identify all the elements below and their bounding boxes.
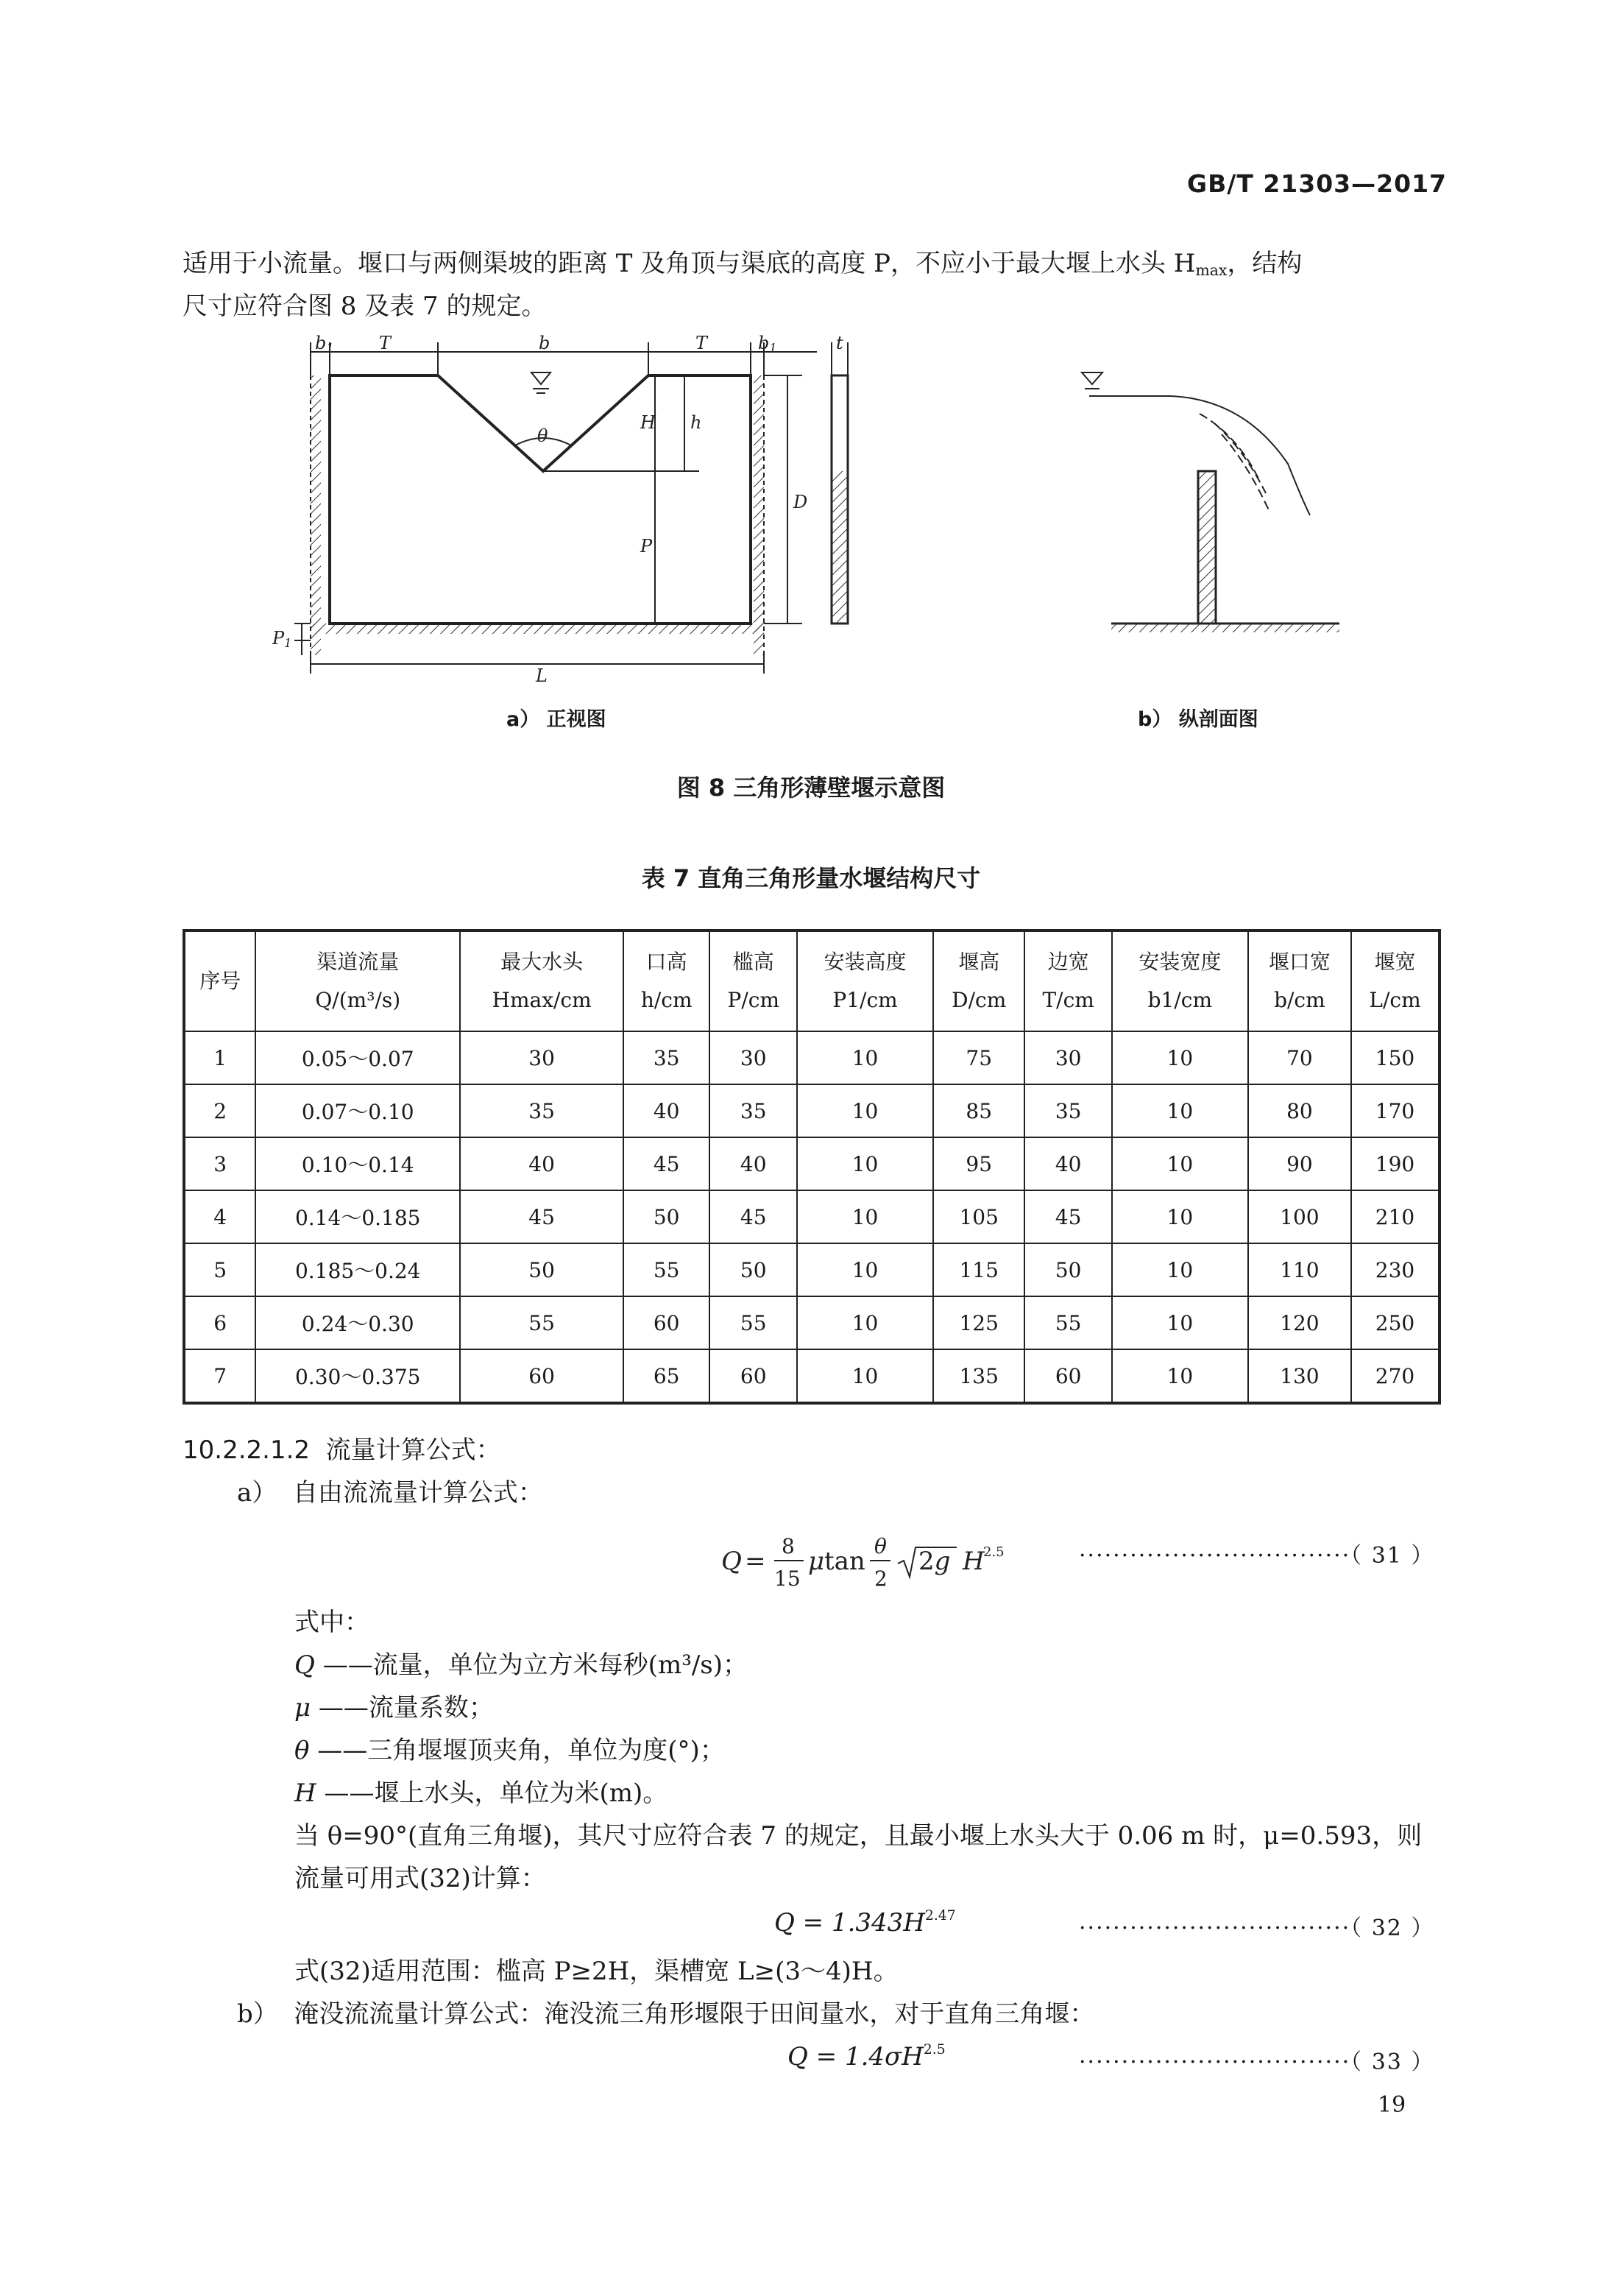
table-cell: 105 [933,1190,1024,1243]
note-line-2: 流量可用式(32)计算： [294,1864,546,1893]
table-cell: 10 [797,1031,933,1084]
table-cell: 10 [797,1084,933,1137]
item-b: b） 淹没流流量计算公式：淹没流三角形堰限于田间量水，对于直角三角堰： [237,1999,1095,2029]
table-cell: 210 [1351,1190,1439,1243]
figure-caption: 图 8 三角形薄壁堰示意图 [676,774,946,802]
table-cell: 6 [184,1296,255,1349]
table-cell: 40 [1024,1137,1111,1190]
weir-diagram [243,331,1347,743]
table-cell: 55 [1024,1296,1111,1349]
table-cell: 55 [623,1243,709,1296]
table-cell: 70 [1248,1031,1351,1084]
svg-text:2: 2 [874,1566,888,1591]
equation-33-number: ································（ 33 ） [1079,2049,1435,2075]
svg-text:15: 15 [774,1566,801,1591]
table-cell: 100 [1248,1190,1351,1243]
channel-bottom-hatch [311,624,764,634]
table-cell: 10 [1112,1349,1248,1403]
table-cell: 150 [1351,1031,1439,1084]
table-cell: 0.14～0.185 [255,1190,460,1243]
col-header: 渠道流量 Q/(m³/s) [255,930,460,1031]
page-number: 19 [1378,2092,1406,2118]
weir-plate [330,375,751,624]
table-header-row [184,930,1439,1031]
table-cell: 35 [623,1031,709,1084]
table-cell: 45 [460,1190,623,1243]
svg-text:2.5: 2.5 [983,1544,1005,1560]
table-cell: 55 [460,1296,623,1349]
table-cell: 1 [184,1031,255,1084]
table-cell: 50 [1024,1243,1111,1296]
label-b1-right: b1 [758,333,777,355]
col-header: 堰宽 L/cm [1351,930,1439,1031]
table-cell: 65 [623,1349,709,1403]
table-cell: 10 [797,1137,933,1190]
table-cell: 0.24～0.30 [255,1296,460,1349]
table-row [184,1137,1439,1190]
col-header: 口高 h/cm [623,930,709,1031]
equation-32: $Q = 1.343H^{2.47}$ [774,1908,956,1938]
table-cell: 125 [933,1296,1024,1349]
dimensions-table [183,929,1441,1405]
col-header: 槛高 P/cm [709,930,797,1031]
label-b1: b1 [315,333,334,355]
standard-number: GB/T 21303—2017 [1187,169,1447,198]
label-T-left: T [379,333,392,353]
equation-32-number: ································（ 32 ） [1079,1915,1435,1941]
table-cell: 2 [184,1084,255,1137]
col-header: 堰口宽 b/cm [1248,930,1351,1031]
longitudinal-section [1082,372,1339,632]
label-T-right: T [695,333,708,353]
table-row [184,1243,1439,1296]
equation-31-formula [721,1525,1030,1599]
table-cell: 0.07～0.10 [255,1084,460,1137]
table-cell: 0.05～0.07 [255,1031,460,1084]
table-cell: 10 [797,1296,933,1349]
svg-text:=: = [745,1547,766,1576]
where-label: 式中： [294,1608,369,1637]
table-cell: 30 [460,1031,623,1084]
table-cell: 10 [797,1349,933,1403]
table-cell: 10 [1112,1084,1248,1137]
table-cell: 90 [1248,1137,1351,1190]
table-cell: 3 [184,1137,255,1190]
table-cell: 55 [709,1296,797,1349]
equation-31 [721,1525,1030,1606]
table-cell: 40 [623,1084,709,1137]
table-cell: 130 [1248,1349,1351,1403]
table-cell: 80 [1248,1084,1351,1137]
def-H: H ——堰上水头，单位为米(m)。 [294,1778,668,1808]
label-L: L [536,665,548,686]
table-cell: 170 [1351,1084,1439,1137]
svg-text:Q: Q [721,1547,742,1576]
table-cell: 60 [1024,1349,1111,1403]
svg-text:μ: μ [808,1547,825,1576]
table-cell: 5 [184,1243,255,1296]
water-level-icon-b [1082,372,1102,384]
table-cell: 30 [1024,1031,1111,1084]
label-h: h [690,412,702,433]
label-P: P [640,536,653,557]
label-t: t [836,333,843,353]
svg-text:8: 8 [782,1534,795,1558]
table-cell: 35 [460,1084,623,1137]
equation-31-number: ································（ 31 ） [1079,1543,1435,1569]
table-row [184,1349,1439,1403]
table-cell: 0.10～0.14 [255,1137,460,1190]
table-row [184,1190,1439,1243]
table-row [184,1296,1439,1349]
def-theta: θ ——三角堰堰顶夹角，单位为度(°)； [294,1736,725,1765]
table-cell: 50 [623,1190,709,1243]
table-cell: 4 [184,1190,255,1243]
table-cell: 270 [1351,1349,1439,1403]
section-heading: 10.2.2.1.2 流量计算公式： [183,1435,501,1465]
equation-33: $Q = 1.4\sigma H^{2.5}$ [787,2042,946,2071]
range-note: 式(32)适用范围：槛高 P≥2H，渠槽宽 L≥(3～4)H。 [294,1957,899,1986]
table-cell: 60 [623,1296,709,1349]
table-cell: 10 [1112,1243,1248,1296]
col-header: 边宽 T/cm [1024,930,1111,1031]
table-cell: 60 [460,1349,623,1403]
water-level-icon [531,372,550,384]
table-cell: 30 [709,1031,797,1084]
table-cell: 50 [709,1243,797,1296]
intro-line-1: 适用于小流量。堰口与两侧渠坡的距离 T 及角顶与渠底的高度 P，不应小于最大堰上水头 $H_{max}$，结构 [183,249,1303,280]
table-cell: 110 [1248,1243,1351,1296]
col-header: 最大水头 Hmax/cm [460,930,623,1031]
svg-text:θ: θ [874,1534,887,1558]
col-header: 安装宽度 b1/cm [1112,930,1248,1031]
table-cell: 60 [709,1349,797,1403]
right-wall-hatch [754,375,764,655]
col-header: 堰高 D/cm [933,930,1024,1031]
label-b: b [539,333,550,353]
table-cell: 230 [1351,1243,1439,1296]
svg-text:H: H [963,1547,985,1576]
table-cell: 10 [797,1190,933,1243]
label-theta: θ [537,425,548,446]
svg-text:2g: 2g [918,1547,951,1576]
table-cell: 10 [797,1243,933,1296]
table-cell: 7 [184,1349,255,1403]
table-cell: 190 [1351,1137,1439,1190]
table-cell: 35 [709,1084,797,1137]
table-cell: 40 [460,1137,623,1190]
note-line-1: 当 θ=90°(直角三角堰)，其尺寸应符合表 7 的规定，且最小堰上水头大于 0.06 m 时，μ=0.593，则 [294,1821,1423,1851]
table-cell: 0.185～0.24 [255,1243,460,1296]
left-wall-hatch [311,375,321,655]
label-D: D [793,492,808,512]
table-row [184,1084,1439,1137]
table-cell: 120 [1248,1296,1351,1349]
table-title: 表 7 直角三角形量水堰结构尺寸 [641,864,981,892]
table-cell: 35 [1024,1084,1111,1137]
table-cell: 10 [1112,1190,1248,1243]
intro-line-2: 尺寸应符合图 8 及表 7 的规定。 [183,292,547,321]
table-cell: 85 [933,1084,1024,1137]
table-cell: 45 [623,1137,709,1190]
table-cell: 50 [460,1243,623,1296]
table-cell: 0.30～0.375 [255,1349,460,1403]
def-Q: Q ——流量，单位为立方米每秒(m³/s)； [294,1650,748,1680]
table-cell: 10 [1112,1137,1248,1190]
def-mu: μ ——流量系数； [294,1693,494,1723]
table-cell: 40 [709,1137,797,1190]
col-header: 安装高度 P1/cm [797,930,933,1031]
table-cell: 45 [1024,1190,1111,1243]
subcaption-b: b） 纵剖面图 [1138,708,1258,731]
col-header: 序号 [184,930,255,1031]
table-cell: 135 [933,1349,1024,1403]
table-cell: 250 [1351,1296,1439,1349]
svg-text:tan: tan [824,1547,865,1576]
table-row [184,1031,1439,1084]
item-a: a） 自由流流量计算公式： [237,1478,543,1508]
table-cell: 75 [933,1031,1024,1084]
table-cell: 95 [933,1137,1024,1190]
subcaption-a: a） 正视图 [506,708,606,731]
table-cell: 10 [1112,1296,1248,1349]
table-cell: 115 [933,1243,1024,1296]
label-P1: P1 [272,628,292,650]
table-cell: 45 [709,1190,797,1243]
label-H: H [640,412,656,433]
table-cell: 10 [1112,1031,1248,1084]
